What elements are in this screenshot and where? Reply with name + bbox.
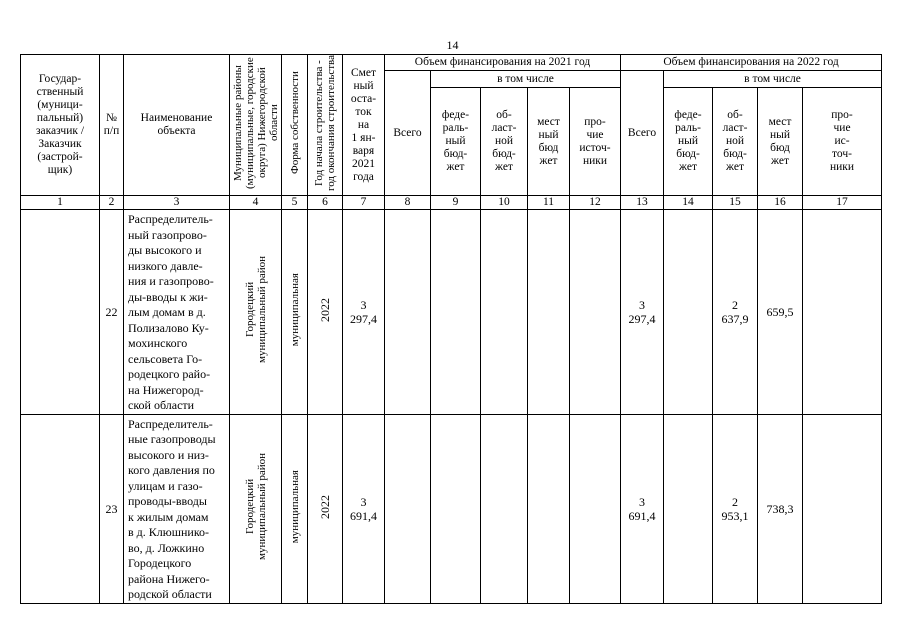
header-years xyxy=(308,55,343,196)
header-estimate: Смет ный оста- ток на 1 ян- варя 2021 года xyxy=(343,55,385,196)
district-text: Городецкий муниципальный район xyxy=(243,256,268,364)
col-num: 11 xyxy=(528,196,570,210)
table-row xyxy=(21,210,882,415)
customer-cell xyxy=(21,210,100,415)
header-federal-2021: феде- раль- ный бюд- жет xyxy=(431,88,481,196)
col-num: 2 xyxy=(100,196,124,210)
header-federal-2022: федe- раль- ный бюд- жет xyxy=(664,88,713,196)
header-fin-2021: Объем финансирования на 2021 год xyxy=(385,55,621,71)
header-customer: Государ- ственный (муници- пальный) заказчик / Заказчик (застрой- щик) xyxy=(21,55,100,196)
col-num: 10 xyxy=(481,196,528,210)
header-regional-2022: об- ласт- ной бюд- жет xyxy=(713,88,758,196)
financing-table xyxy=(20,54,882,604)
col-num: 5 xyxy=(282,196,308,210)
federal-2022 xyxy=(664,414,713,603)
total-2021 xyxy=(385,414,431,603)
header-number: № п/п xyxy=(100,55,124,196)
header-years-text: Год начала строительства - год окончания строительства xyxy=(313,55,337,191)
header-incl-2022: в том числе xyxy=(664,71,882,88)
header-local-2022: мест ный бюд жет xyxy=(758,88,803,196)
col-num: 3 xyxy=(124,196,230,210)
col-num: 4 xyxy=(230,196,282,210)
other-2022 xyxy=(803,210,882,415)
col-num: 6 xyxy=(308,196,343,210)
ownership-cell xyxy=(282,414,308,603)
col-num: 12 xyxy=(570,196,621,210)
page-number: 14 xyxy=(446,38,459,52)
col-num: 13 xyxy=(621,196,664,210)
col-num: 1 xyxy=(21,196,100,210)
district-cell xyxy=(230,210,282,415)
district-text: Городецкий муниципальный район xyxy=(243,453,268,560)
federal-2022 xyxy=(664,210,713,415)
header-total-2021: Всего xyxy=(385,71,431,196)
year-cell xyxy=(308,210,343,415)
year-text: 2022 xyxy=(318,494,332,519)
column-number-row xyxy=(21,196,882,210)
col-num: 17 xyxy=(803,196,882,210)
header-districts xyxy=(230,55,282,196)
header-ownership xyxy=(282,55,308,196)
year-cell xyxy=(308,414,343,603)
header-regional-2021: об- ласт- ной бюд- жет xyxy=(481,88,528,196)
col-num: 8 xyxy=(385,196,431,210)
ownership-cell xyxy=(282,210,308,415)
total-2021 xyxy=(385,210,431,415)
total-2022: 3 297,4 xyxy=(621,210,664,415)
row-number: 23 xyxy=(100,414,124,603)
federal-2021 xyxy=(431,414,481,603)
object-name: Распределитель- ные газопроводы высокого и низ- кого давления по улицам и газо- проводы-вводы к жилым домам в д. Клюшнико- во, д. Ложкино Городецкого района Нижего- родской области xyxy=(124,414,230,603)
ownership-text: муниципальная xyxy=(288,469,301,544)
col-num: 7 xyxy=(343,196,385,210)
regional-2021 xyxy=(481,414,528,603)
other-2021 xyxy=(570,210,621,415)
col-num: 15 xyxy=(713,196,758,210)
regional-2021 xyxy=(481,210,528,415)
federal-2021 xyxy=(431,210,481,415)
local-2021 xyxy=(528,414,570,603)
object-name: Распределитель- ный газопрово- ды высокого и низкого давле- ния и газопрово- ды-вводы к жи- лым домам в д. Полизалово Ку- мохинского сельсовета Го- родецкого райо- на Нижегород- ской области xyxy=(124,210,230,415)
col-num: 16 xyxy=(758,196,803,210)
header-local-2021: мест ный бюд жет xyxy=(528,88,570,196)
local-2022: 738,3 xyxy=(758,414,803,603)
total-2022: 3 691,4 xyxy=(621,414,664,603)
header-other-2021: про- чие источ- ники xyxy=(570,88,621,196)
table-row xyxy=(21,414,882,603)
regional-2022: 2 637,9 xyxy=(713,210,758,415)
header-other-2022: про- чие ис- точ- ники xyxy=(803,88,882,196)
district-cell xyxy=(230,414,282,603)
local-2022: 659,5 xyxy=(758,210,803,415)
header-ownership-text: Форма собственности xyxy=(288,71,301,175)
header-total-2022: Всего xyxy=(621,71,664,196)
estimate-cell: 3 691,4 xyxy=(343,414,385,603)
col-num: 14 xyxy=(664,196,713,210)
header-incl-2021: в том числе xyxy=(431,71,621,88)
customer-cell xyxy=(21,414,100,603)
col-num: 9 xyxy=(431,196,481,210)
regional-2022: 2 953,1 xyxy=(713,414,758,603)
header-fin-2022: Объем финансирования на 2022 год xyxy=(621,55,882,71)
row-number: 22 xyxy=(100,210,124,415)
local-2021 xyxy=(528,210,570,415)
header-districts-text: Муниципальные районы (муниципальные, городские округа) Нижегородской области xyxy=(231,57,280,189)
header-object-name: Наименование объекта xyxy=(124,55,230,196)
estimate-cell: 3 297,4 xyxy=(343,210,385,415)
other-2022 xyxy=(803,414,882,603)
ownership-text: муниципальная xyxy=(288,273,301,347)
year-text: 2022 xyxy=(318,297,332,322)
other-2021 xyxy=(570,414,621,603)
